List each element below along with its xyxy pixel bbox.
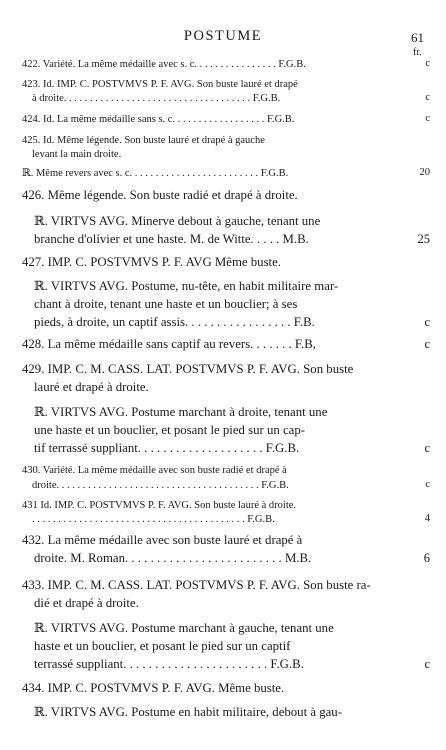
- rarity-value: 25: [417, 232, 430, 246]
- entry-line: droite. M. Roman. . . . . . . . . . . . . . . . . . . . . . . . . M.B.: [34, 551, 312, 565]
- entry-line: 426. Même légende. Son buste radié et drapé à droite.: [22, 188, 298, 202]
- entry-line: ℝ. Même revers avec s. c. . . . . . . . . . . . . . . . . . . . . . . . . F.G.B.: [22, 168, 289, 179]
- rarity-value: c: [425, 92, 430, 103]
- rarity-value: c: [424, 315, 430, 329]
- entry-line: 429. IMP. C. M. CASS. LAT. POSTVMVS P. F. AVG. Son buste: [22, 362, 354, 376]
- price-column-label: fr.: [413, 47, 422, 58]
- entry-line: droite. . . . . . . . . . . . . . . . . . . . . . . . . . . . . . . . . . . . . . . F.G.B.: [32, 480, 289, 491]
- entry-line: lauré et drapé à droite.: [34, 380, 149, 394]
- entry-line: tif terrassé suppliant. . . . . . . . . . . . . . . . . . . . F.G.B.: [34, 441, 300, 455]
- entry-line: pieds, à droite, un captif assis. . . . . . . . . . . . . . . . . F.B.: [34, 315, 315, 329]
- entry-line: ℝ. VIRTVS AVG. Postume en habit militaire, debout à gau-: [34, 705, 342, 719]
- entry-line: chant à droite, tenant une haste et un bouclier; à ses: [34, 297, 298, 311]
- entry-line: ℝ. VIRTVS AVG. Minerve debout à gauche, tenant une: [34, 214, 321, 228]
- entry-line: à droite. . . . . . . . . . . . . . . . . . . . . . . . . . . . . . . . . . . . F.G.B.: [32, 93, 281, 104]
- rarity-value: c: [424, 441, 430, 455]
- rarity-value: c: [424, 337, 430, 351]
- entry-line: ℝ. VIRTVS AVG. Postume, nu-tête, en habit militaire mar-: [34, 279, 339, 293]
- entry-line: 431 Id. IMP. C. POSTVMVS P. F. AVG. Son buste lauré à droite.: [22, 500, 297, 511]
- entry-line: ℝ. VIRTVS AVG. Postume marchant à droite, tenant une: [34, 405, 328, 419]
- entry-line: 430. Variété. La même médaille avec son buste radié et drapé à: [22, 465, 287, 476]
- rarity-value: 4: [424, 513, 430, 524]
- entry-line: terrassé suppliant. . . . . . . . . . . . . . . . . . . . . . . F.G.B.: [34, 657, 304, 671]
- entry-line: 422. Variété. La même médaille avec s. c. . . . . . . . . . . . . . . . F.G.B.: [22, 59, 306, 70]
- rarity-value: c: [425, 113, 430, 124]
- entry-line: 434. IMP. C. POSTVMVS P. F. AVG. Même buste.: [22, 681, 285, 695]
- entry-line: 425. Id. Même légende. Son buste lauré et drapé à gauche: [22, 135, 265, 146]
- entry-line: 432. La même médaille avec son buste lauré et drapé à: [22, 533, 303, 547]
- entry-line: 428. La même médaille sans captif au revers. . . . . . . F.B,: [22, 337, 316, 351]
- entry-line: 427. IMP. C. POSTVMVS P. F. AVG Même buste.: [22, 255, 281, 269]
- entry-line: ℝ. VIRTVS AVG. Postume marchant à gauche, tenant une: [34, 621, 334, 635]
- entry-line: 424. Id. La même médaille sans s. c. . . . . . . . . . . . . . . . . . F.G.B.: [22, 114, 295, 125]
- entry-line: 423. Id. IMP. C. POSTVMVS P. F. AVG. Son buste lauré et drapé: [22, 79, 298, 90]
- rarity-value: c: [425, 58, 430, 69]
- entry-line: une haste et un bouclier, et posant le pied sur un cap-: [34, 423, 305, 437]
- rarity-value: 20: [419, 167, 430, 178]
- entry-line: haste et un bouclier, et posant le pied sur un captif: [34, 639, 291, 653]
- rarity-value: 6: [423, 551, 430, 565]
- running-head: POSTUME: [183, 28, 263, 44]
- entry-line: dié et drapé à droite.: [34, 596, 139, 610]
- rarity-value: c: [424, 657, 430, 671]
- entry-line: branche d'olivier et une haste. M. de Witte. . . . . M.B.: [34, 232, 309, 246]
- rarity-value: c: [425, 479, 430, 490]
- entry-line: levant la main droite.: [32, 149, 122, 160]
- entry-line: . . . . . . . . . . . . . . . . . . . . . . . . . . . . . . . . . . . . . . . . . F.G.B.: [32, 514, 275, 525]
- entry-line: 433. IMP. C. M. CASS. LAT. POSTVMVS P. F. AVG. Son buste ra-: [22, 578, 371, 592]
- page-number: 61: [411, 30, 424, 45]
